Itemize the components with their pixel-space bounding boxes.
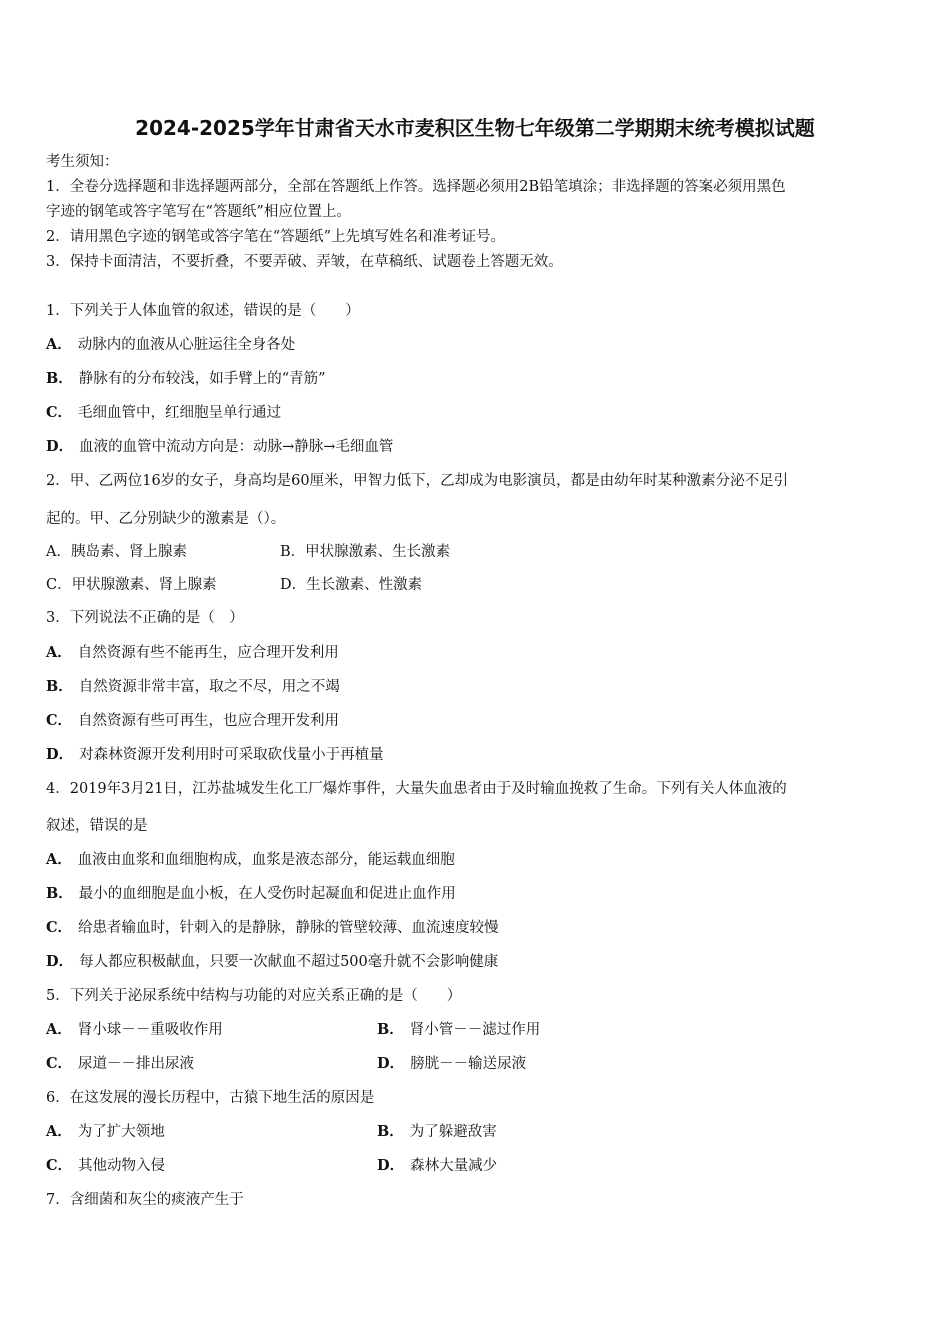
option-label: A．: [46, 644, 72, 661]
question-stem: 3．下列说法不正确的是（ ）: [46, 610, 244, 626]
option-text: 静脉有的分布较浅，如手臂上的“青筋”: [78, 371, 326, 387]
option-label: D．: [46, 953, 74, 970]
option: [280, 542, 450, 562]
option-text: 其他动物入侵: [78, 1158, 166, 1174]
option: [377, 1020, 540, 1040]
option-label: C．: [46, 1055, 73, 1072]
option-text: 血液的血管中流动方向是：动脉→静脉→毛细血管: [79, 439, 394, 455]
question-stem: 6．在这发展的漫长历程中，古猿下地生活的原因是: [46, 1090, 375, 1106]
option: [46, 711, 339, 731]
option-text: 动脉内的血液从心脏运往全身各处: [77, 337, 296, 353]
option-label: A．: [46, 544, 71, 560]
option: [46, 437, 393, 457]
option-text: 自然资源有些不能再生，应合理开发利用: [77, 645, 339, 661]
option: [46, 1156, 165, 1176]
option-label: A．: [46, 851, 72, 868]
option-text: 生长激素、性激素: [306, 577, 423, 593]
option-label: C．: [46, 1157, 73, 1174]
question-stem: 叙述，错误的是: [46, 818, 148, 834]
option-label: B．: [377, 1021, 404, 1038]
option-text: 为了躲避敌害: [409, 1124, 497, 1140]
question-stem: 5．下列关于泌尿系统中结构与功能的对应关系正确的是（ ）: [46, 988, 462, 1004]
notice-line: 字迹的钢笔或答字笔写在“答题纸”相应位置上。: [46, 204, 351, 220]
option-label: B．: [280, 544, 306, 560]
option-label: A．: [46, 336, 72, 353]
option-label: A．: [46, 1021, 72, 1038]
option-text: 毛细血管中，红细胞呈单行通过: [78, 405, 282, 421]
option-text: 每人都应积极献血，只要一次献血不超过500毫升就不会影响健康: [79, 954, 499, 970]
option: [46, 1122, 165, 1142]
exam-title: 2024-2025学年甘肃省天水市麦积区生物七年级第二学期期末统考模拟试题: [135, 116, 815, 140]
option-text: 为了扩大领地: [77, 1124, 165, 1140]
option-text: 给患者输血时，针刺入的是静脉，静脉的管壁较薄、血流速度较慢: [78, 920, 499, 936]
option: [46, 542, 187, 562]
option-text: 最小的血细胞是血小板，在人受伤时起凝血和促进止血作用: [78, 886, 456, 902]
option-label: D．: [377, 1157, 405, 1174]
option: [46, 952, 498, 972]
option: [377, 1156, 497, 1176]
option-label: B．: [377, 1123, 404, 1140]
option: [46, 918, 499, 938]
option-text: 肾小球－－重吸收作用: [77, 1022, 223, 1038]
option-text: 膀胱－－输送尿液: [410, 1056, 527, 1072]
option-text: 甲状腺激素、肾上腺素: [71, 577, 217, 593]
option: [46, 884, 456, 904]
option-text: 胰岛素、肾上腺素: [70, 544, 187, 560]
option: [46, 369, 326, 389]
option-text: 对森林资源开发利用时可采取砍伐量小于再植量: [79, 747, 384, 763]
question-stem: 2．甲、乙两位16岁的女子，身高均是60厘米，甲智力低下，乙却成为电影演员，都是由幼年时某种激素分泌不足引: [46, 473, 789, 489]
option-text: 自然资源非常丰富，取之不尽，用之不竭: [78, 679, 340, 695]
option: [280, 575, 422, 595]
question-stem: 起的。甲、乙分别缺少的激素是（）。: [46, 511, 286, 527]
option-label: D．: [46, 438, 74, 455]
option: [46, 677, 340, 697]
option: [46, 575, 217, 595]
option-text: 森林大量减少: [410, 1158, 498, 1174]
question-stem: 1．下列关于人体血管的叙述，错误的是（ ）: [46, 303, 360, 319]
option-label: C．: [46, 577, 72, 593]
option-label: D．: [46, 746, 74, 763]
option-label: D．: [377, 1055, 405, 1072]
option: [46, 1054, 194, 1074]
option: [46, 1020, 223, 1040]
option-text: 尿道－－排出尿液: [78, 1056, 195, 1072]
option-label: D．: [280, 577, 307, 593]
question-stem: 7．含细菌和灰尘的痰液产生于: [46, 1192, 244, 1208]
option-label: B．: [46, 678, 73, 695]
notice-line: 1．全卷分选择题和非选择题两部分，全部在答题纸上作答。选择题必须用2B铅笔填涂；非选择题的答案必须用黑色: [46, 179, 786, 195]
option: [377, 1054, 526, 1074]
option: [46, 643, 339, 663]
notice-line: 2．请用黑色字迹的钢笔或答字笔在“答题纸”上先填写姓名和准考证号。: [46, 229, 506, 245]
option-text: 血液由血浆和血细胞构成，血浆是液态部分，能运载血细胞: [77, 852, 455, 868]
option-label: C．: [46, 712, 73, 729]
option-text: 自然资源有些可再生，也应合理开发利用: [78, 713, 340, 729]
notice-heading: 考生须知：: [46, 154, 119, 170]
option-label: B．: [46, 885, 73, 902]
option: [46, 850, 455, 870]
option: [46, 403, 281, 423]
question-stem: 4．2019年3月21日，江苏盐城发生化工厂爆炸事件，大量失血患者由于及时输血挽救了生命。下列有关人体血液的: [46, 781, 787, 797]
option-text: 肾小管－－滤过作用: [409, 1022, 541, 1038]
notice-line: 3．保持卡面清洁，不要折叠，不要弄破、弄皱，在草稿纸、试题卷上答题无效。: [46, 254, 563, 270]
option-label: C．: [46, 404, 73, 421]
option: [46, 335, 295, 355]
option: [46, 745, 384, 765]
option: [377, 1122, 497, 1142]
option-label: C．: [46, 919, 73, 936]
option-label: B．: [46, 370, 73, 387]
option-label: A．: [46, 1123, 72, 1140]
option-text: 甲状腺激素、生长激素: [305, 544, 451, 560]
